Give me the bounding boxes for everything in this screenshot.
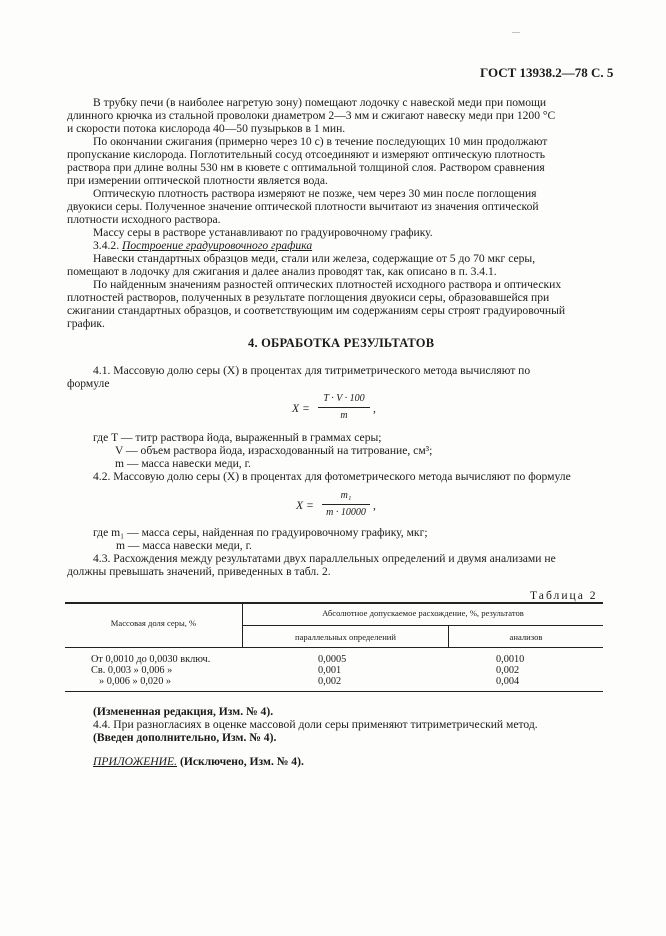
text-line: длинного крючка из стальной проволоки диаметром 2—3 мм и сжигают навеску меди при 1200 °С bbox=[67, 109, 556, 122]
fraction-bar bbox=[322, 504, 370, 505]
table-cell: Св. 0,003 » 0,006 » bbox=[91, 665, 173, 676]
appendix-line bbox=[93, 755, 304, 768]
text-line: должны превышать значений, приведенных в табл. 2. bbox=[67, 565, 331, 578]
text-line: 4.4. При разногласиях в оценке массовой доли серы применяют титриметрический метод. bbox=[93, 718, 538, 731]
text-line: раствора при длине волны 530 нм в кювете с оптимальной толщиной слоя. Раствором сравнения bbox=[67, 161, 545, 174]
table-header-col1: Массовая доля серы, % bbox=[110, 618, 197, 628]
formula-trail: , bbox=[373, 402, 376, 415]
table-rule bbox=[65, 691, 603, 692]
formula-lhs: X = bbox=[292, 402, 310, 415]
text-line: 4.1. Массовую долю серы (X) в процентах для титриметрического метода вычисляют по bbox=[93, 364, 531, 377]
formula-trail: , bbox=[373, 499, 376, 512]
page-header: ГОСТ 13938.2—78 С. 5 bbox=[480, 65, 614, 80]
table-cell: 0,0010 bbox=[496, 654, 525, 665]
header-marks: .... bbox=[512, 26, 520, 35]
clause-title: Построение градуировочного графика bbox=[122, 239, 313, 252]
text-line: и скорости потока кислорода 40—50 пузырьков в 1 мин. bbox=[67, 122, 346, 135]
text-line: Оптическую плотность раствора измеряют не позже, чем через 30 мин после поглощения bbox=[93, 187, 537, 200]
table-subheader: параллельных определений bbox=[295, 632, 396, 642]
text-line: пропускание кислорода. Поглотительный сосуд отсоединяют и измеряют оптическую плотность bbox=[67, 148, 546, 161]
where-line: m — масса навески меди, г. bbox=[115, 457, 251, 470]
text-line: По найденным значениям разностей оптических плотностей исходного раствора и оптических bbox=[93, 278, 562, 291]
text-line: плотностей растворов, полученных в результате поглощения двуокиси серы, образовавшейся при bbox=[67, 291, 550, 304]
text-line: при измерении оптической плотности является вода. bbox=[67, 174, 328, 187]
text-line: плотности исходного раствора. bbox=[67, 213, 221, 226]
table-caption: Таблица 2 bbox=[530, 589, 598, 602]
formula-photometric bbox=[296, 490, 406, 524]
text-line: сжигании стандартных образцов, и соответствующим им содержаниям серы строят градуировочный bbox=[67, 304, 566, 317]
fraction-bar bbox=[318, 407, 370, 408]
table-cell: От 0,0010 до 0,0030 включ. bbox=[91, 654, 211, 665]
table-rule bbox=[65, 647, 603, 648]
clause-number: 3.4.2. bbox=[93, 239, 120, 252]
table-subheader: анализов bbox=[509, 632, 543, 642]
text-line: По окончании сжигания (примерно через 10 с) в течение последующих 10 мин продолжают bbox=[93, 135, 548, 148]
text-line: формуле bbox=[67, 377, 110, 390]
table-rule bbox=[65, 602, 603, 604]
table-header-group: Абсолютное допускаемое расхождение, %, результатов bbox=[322, 608, 524, 618]
text-line: Массу серы в растворе устанавливают по градуировочному графику. bbox=[93, 226, 433, 239]
text-line: В трубку печи (в наиболее нагретую зону) помещают лодочку с навеской меди при помощи bbox=[93, 96, 547, 109]
table-cell: » 0,006 » 0,020 » bbox=[99, 676, 172, 687]
table-cell: 0,0005 bbox=[318, 654, 347, 665]
formula-titrimetric bbox=[292, 393, 402, 427]
revision-note: (Измененная редакция, Изм. № 4). bbox=[93, 705, 274, 718]
where-line: где T — титр раствора йода, выраженный в граммах серы; bbox=[93, 431, 382, 444]
where-line: m — масса навески меди, г. bbox=[116, 539, 252, 552]
appendix-note: (Исключено, Изм. № 4). bbox=[179, 755, 304, 768]
where-line: V — объем раствора йода, израсходованный на титрование, см³; bbox=[115, 444, 433, 457]
formula-denominator: m bbox=[340, 410, 348, 421]
text-line: 4.2. Массовую долю серы (X) в процентах для фотометрического метода вычисляют по формуле bbox=[93, 470, 571, 483]
revision-note: (Введен дополнительно, Изм. № 4). bbox=[93, 731, 277, 744]
table-2 bbox=[65, 602, 603, 698]
text-line: 4.3. Расхождения между результатами двух параллельных определений и двумя анализами не bbox=[93, 552, 556, 565]
formula-denominator: m · 10000 bbox=[326, 507, 366, 518]
table-cell: 0,004 bbox=[496, 676, 520, 687]
text-line: график. bbox=[67, 317, 105, 330]
text-line: двуокиси серы. Полученное значение оптической плотности вычитают из значения оптической bbox=[67, 200, 539, 213]
table-cell: 0,001 bbox=[318, 665, 342, 676]
text-line: помещают в лодочку для сжигания и далее анализ проводят так, как описано в п. 3.4.1. bbox=[67, 265, 497, 278]
clause-342 bbox=[93, 239, 312, 252]
formula-numerator: T · V · 100 bbox=[323, 393, 365, 404]
appendix-label: ПРИЛОЖЕНИЕ. bbox=[93, 755, 178, 768]
formula-numerator: m₁ bbox=[340, 490, 352, 501]
table-rule bbox=[242, 625, 603, 626]
text-line: Навески стандартных образцов меди, стали или железа, содержащие от 5 до 70 мкг серы, bbox=[93, 252, 536, 265]
where-line: где m₁ — масса серы, найденная по градуировочному графику, мкг; bbox=[93, 526, 428, 539]
table-cell: 0,002 bbox=[496, 665, 520, 676]
table-cell: 0,002 bbox=[318, 676, 342, 687]
formula-lhs: X = bbox=[296, 499, 314, 512]
section-heading: 4. ОБРАБОТКА РЕЗУЛЬТАТОВ bbox=[248, 336, 435, 350]
